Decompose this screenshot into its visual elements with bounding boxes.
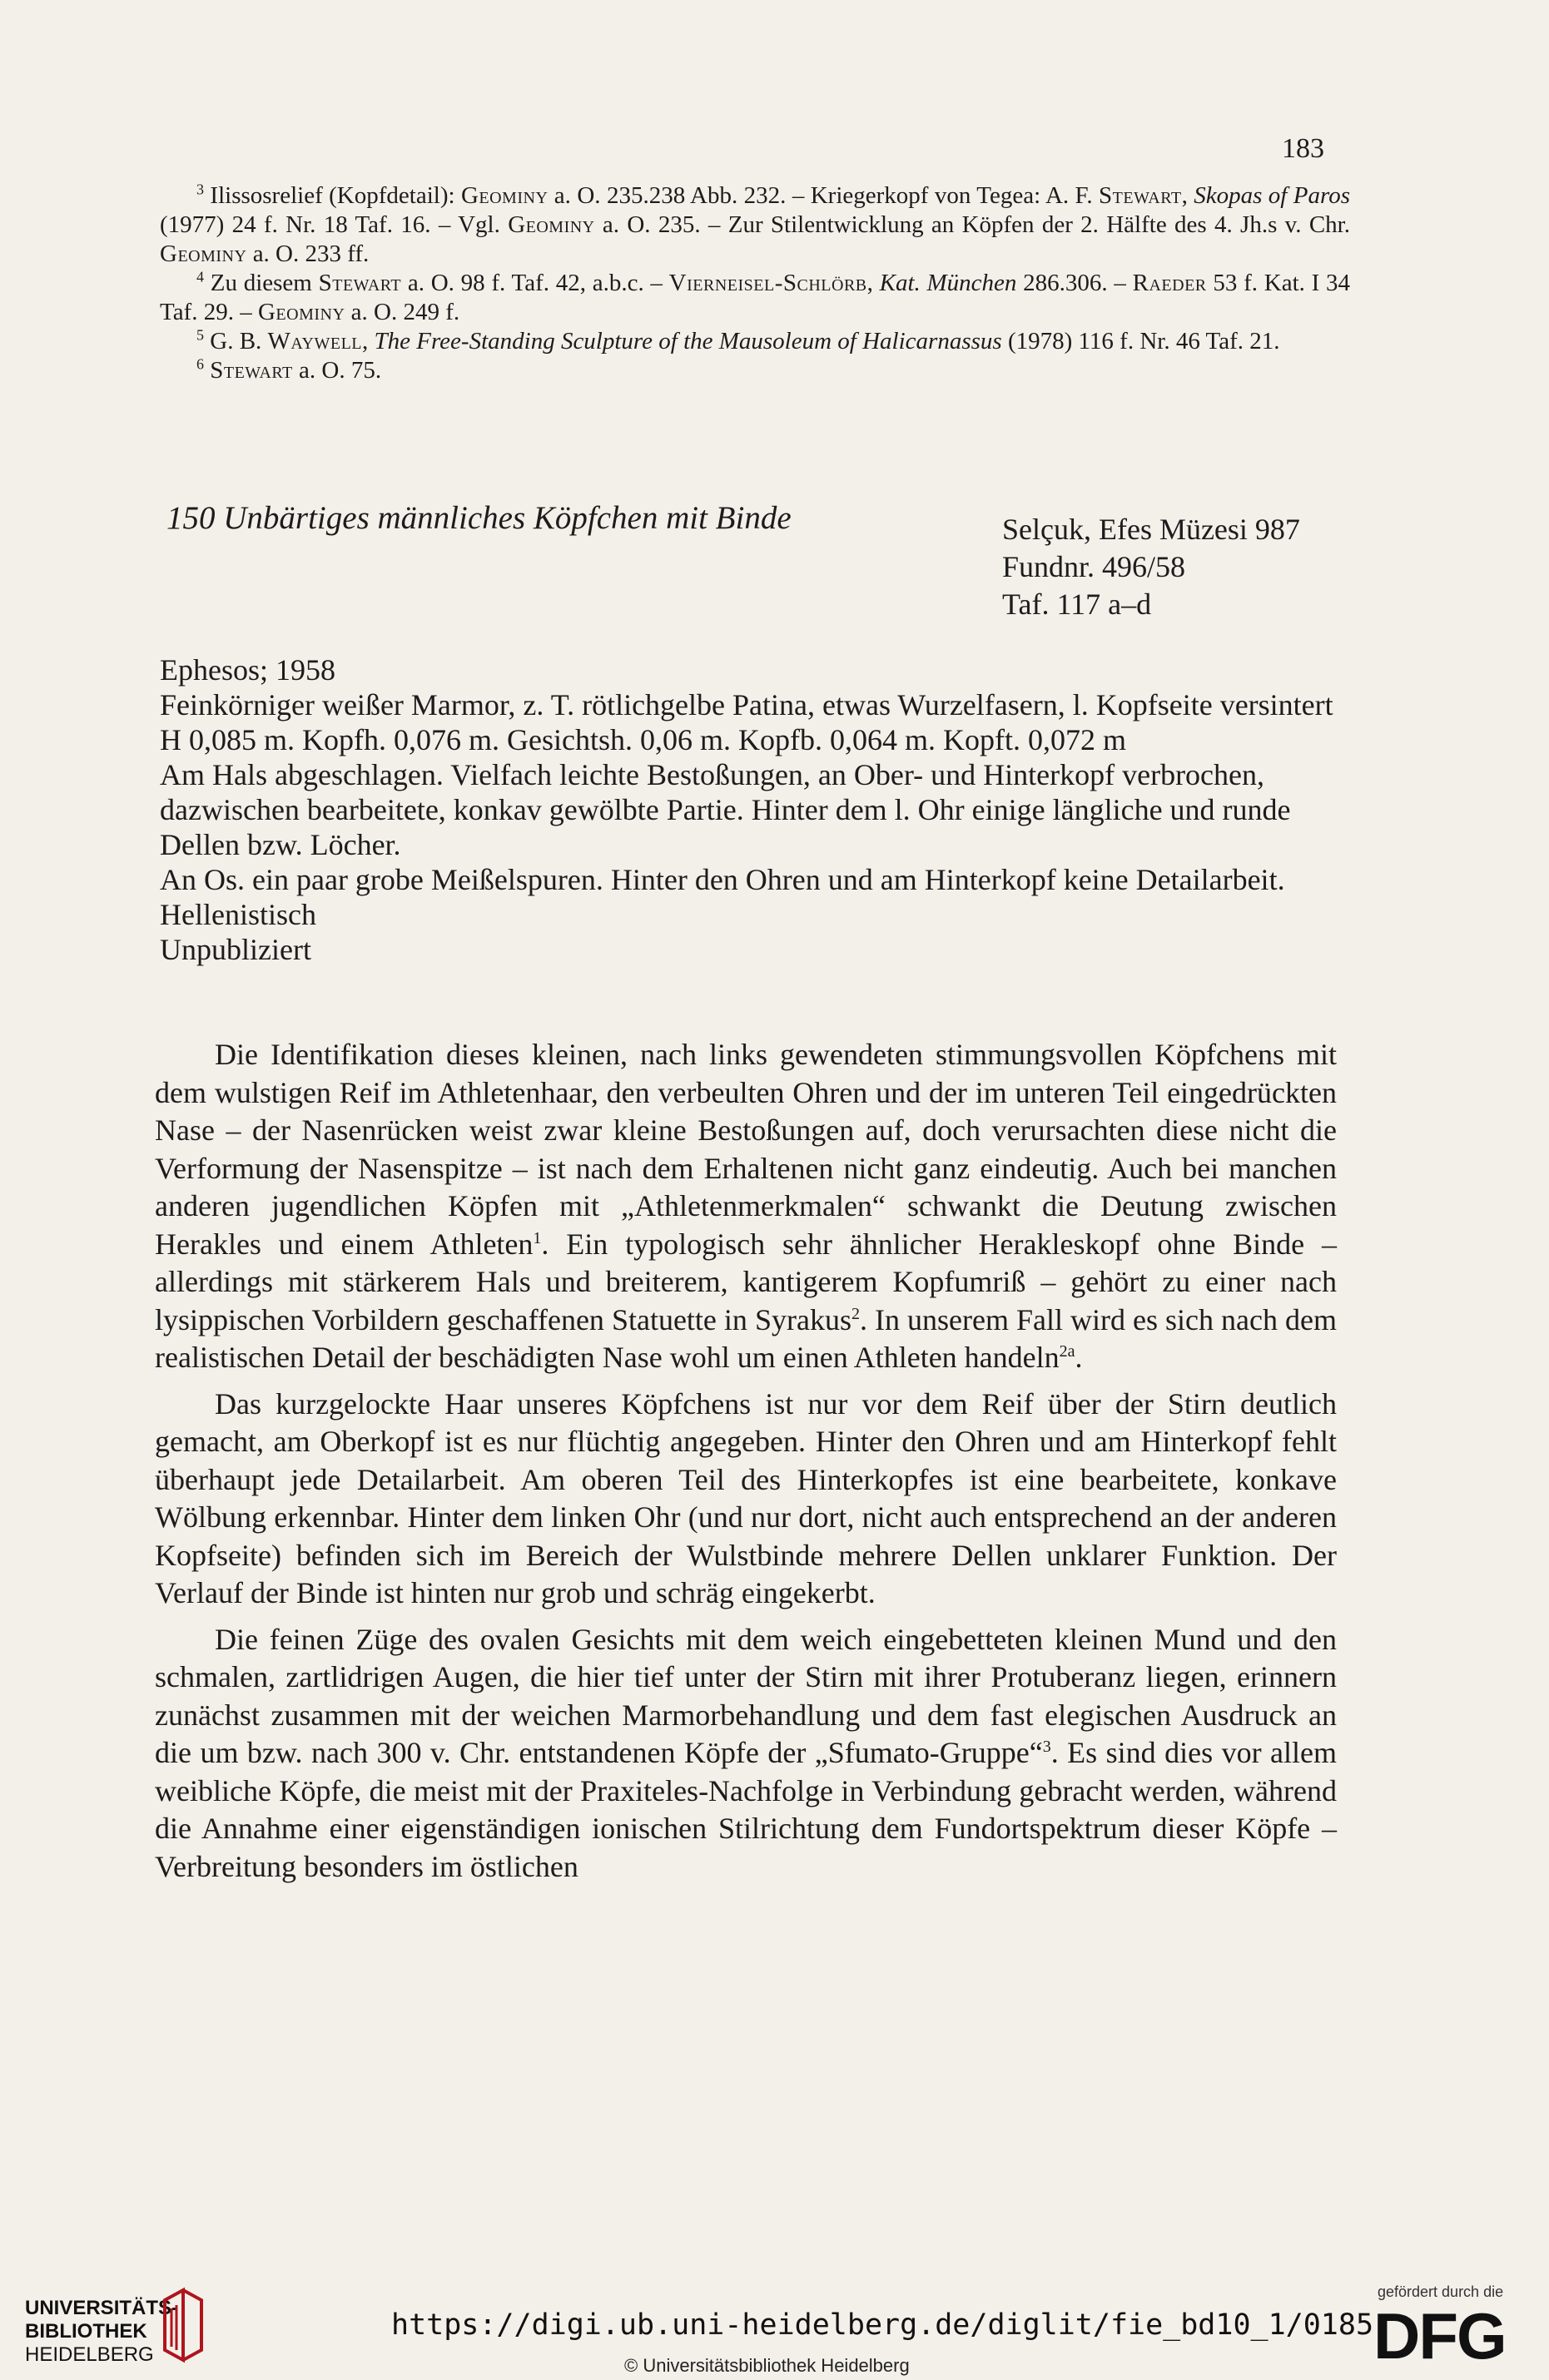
catalog-line: Am Hals abgeschlagen. Vielfach leichte Bestoßungen, an Ober- und Hinterkopf verbrochen, dazwischen bearbeitete, konkav gewölbte Partie. Hinter dem l. Ohr einige längliche und runde Dellen bzw. Löcher. (160, 758, 1291, 861)
footnote-segment: , (866, 270, 880, 296)
footnote-segment: (1978) 116 f. Nr. 46 Taf. 21. (1001, 328, 1280, 355)
footnote-segment: Geominy (460, 182, 549, 209)
funding-note: gefördert durch die (1378, 2283, 1504, 2300)
footnote-segment: , (362, 328, 375, 355)
footnote-segment: Geominy (508, 211, 595, 238)
footnote-reference[interactable]: 2a (1059, 1342, 1075, 1361)
catalog-header (160, 499, 1350, 621)
paragraph-text: Das kurzgelockte Haar unseres Köpfchens ist nur vor dem Reif über der Stirn deutlich gemacht, am Oberkopf ist es nur flüchtig angegeben. Hinter den Ohren und am Hinterkopf fehlt überhaupt jede Detailarbeit. Am oberen Teil des Hinterkopfes ist eine bearbeitete, konkave Wölbung erkennbar. Hinter dem linken Ohr (und nur dort, nicht auch entsprechend an der anderen Kopfseite) befinden sich im Bereich der Wulstbinde mehrere Dellen unklarer Funktion. Der Verlauf der Binde ist hinten nur grob und schräg eingekerbt. (155, 1386, 1337, 1609)
page-number: 183 (1282, 133, 1324, 164)
footnote-segment: Waywell (267, 328, 362, 355)
catalog-line: Unpubliziert (160, 933, 311, 966)
catalog-entry (160, 652, 1350, 967)
footnote-segment: Skopas of Paros (1194, 182, 1350, 209)
footer (0, 2255, 1549, 2380)
footnote-segment: Vierneisel-Schlörb (668, 270, 867, 296)
paragraph-text: . (1075, 1341, 1083, 1374)
footnote-number: 3 (196, 181, 204, 198)
footnote-segment: a. O. 233 ff. (246, 240, 370, 267)
footnote-segment: Zu diesem (210, 270, 319, 296)
footnote-segment: Geominy (257, 299, 345, 325)
catalog-line: H 0,085 m. Kopfh. 0,076 m. Gesichtsh. 0,06 m. Kopfb. 0,064 m. Kopft. 0,072 m (160, 723, 1126, 756)
footnote-reference[interactable]: 3 (1042, 1738, 1051, 1756)
paragraph-text: Die feinen Züge des ovalen Gesichts mit dem weich eingebetteten kleinen Mund und den schmalen, zartlidrigen Augen, die hier tief unter der Stirn mit ihrer Protuberanz liegen, erinnern zunächst zusammen mit der weichen Marmorbehandlung und dem fast elegischen Ausdruck an die um bzw. nach 300 v. Chr. entstandenen Köpfe der „Sfumato-Gruppe“ (155, 1622, 1337, 1769)
footnote-segment: The Free-Standing Sculpture of the Mausoleum of Halicarnassus (374, 328, 1002, 355)
footnote-number: 4 (196, 268, 204, 285)
footnote-segment: a. O. 235.238 Abb. 232. – Kriegerkopf von Tegea: A. F. (548, 182, 1100, 209)
catalog-line: An Os. ein paar grobe Meißelspuren. Hinter den Ohren und am Hinterkopf keine Detailarbeit. (160, 863, 1285, 896)
footnotes (160, 181, 1350, 385)
footnote-segment: a. O. 98 f. Taf. 42, a.b.c. – (401, 270, 669, 296)
footnote-segment: Raeder (1132, 270, 1207, 296)
footnote-reference[interactable]: 1 (533, 1228, 542, 1247)
footnote-segment: a. O. 249 f. (345, 299, 460, 325)
library-logo-text[interactable]: UNIVERSITÄTS- BIBLIOTHEK HEIDELBERG (25, 2297, 179, 2366)
footnote-segment: , (1181, 182, 1194, 209)
footnote-reference[interactable]: 2 (851, 1304, 860, 1323)
footnote-segment: Stewart (318, 270, 402, 296)
paragraph-text: . Es sind dies vor allem weibliche Köpfe, die meist mit der Praxiteles-Nachfolge in Verbindung gebracht werden, während die Annahme einer eigenständigen ionischen Stilrichtung dem Fundortspektrum dieser Köpfe – Verbreitung besonders im östlichen (155, 1736, 1337, 1883)
location-line: Fundnr. 496/58 (1002, 550, 1186, 583)
footnote-number: 5 (196, 326, 204, 344)
dfg-logo[interactable]: DFG (1373, 2299, 1506, 2373)
footnote (160, 327, 1350, 356)
body-text (155, 1036, 1337, 1894)
footnote-number: 6 (196, 355, 204, 373)
catalog-line: Hellenistisch (160, 898, 316, 931)
library-logo-icon (158, 2283, 208, 2367)
paragraph-text: . In unserem Fall wird es sich nach dem realistischen Detail der beschädigten Nase wohl um einen Athleten handeln (155, 1302, 1338, 1374)
catalog-location (1002, 511, 1300, 623)
footnote-segment: a. O. 75. (292, 357, 382, 384)
footnote (160, 356, 1350, 385)
footnote-segment: Kat. München (879, 270, 1017, 296)
footnote-segment: G. B. (210, 328, 268, 355)
location-line: Taf. 117 a–d (1002, 588, 1152, 621)
paragraph-text: . Ein typologisch sehr ähnlicher Herakleskopf ohne Binde – allerdings mit stärkerem Hals und breiterem, kantigerem Kopfumriß – gehört zu einer nach lysippischen Vorbildern geschaffenen Statuette in Syrakus (155, 1227, 1337, 1336)
catalog-title: 150 Unbärtiges männliches Köpfchen mit Binde (166, 500, 792, 536)
footnote-segment: 53 f. Kat. I 34 Taf. 29. – (160, 270, 1351, 325)
footnote-segment: (1977) 24 f. Nr. 18 Taf. 16. – Vgl. (160, 211, 509, 238)
footnote-segment: a. O. 235. – Zur Stilentwicklung an Köpfen der 2. Hälfte des 4. Jh.s v. Chr. (594, 211, 1350, 238)
footnote-segment: Stewart (210, 357, 293, 384)
body-paragraph (155, 1036, 1337, 1377)
body-paragraph (155, 1386, 1337, 1613)
page-url-link[interactable]: https://digi.ub.uni-heidelberg.de/diglit/fie_bd10_1/0185 (391, 2308, 1374, 2342)
footnote-segment: Ilissosrelief (Kopfdetail): (210, 182, 461, 209)
footnote (160, 181, 1350, 269)
catalog-line: Feinkörniger weißer Marmor, z. T. rötlichgelbe Patina, etwas Wurzelfasern, l. Kopfseite versintert (160, 688, 1333, 721)
footnote-segment: 286.306. – (1016, 270, 1133, 296)
body-paragraph (155, 1621, 1337, 1887)
copyright-text: © Universitätsbibliothek Heidelberg (624, 2355, 910, 2376)
footnote (160, 269, 1350, 327)
footnote-segment: Stewart (1099, 182, 1182, 209)
location-line: Selçuk, Efes Müzesi 987 (1002, 513, 1300, 546)
paragraph-text: Die Identifikation dieses kleinen, nach links gewendeten stimmungsvollen Köpfchens mit dem wulstigen Reif im Athletenhaar, den verbeulten Ohren und der im unteren Teil eingedrückten Nase – der Nasenrücken weist zwar kleine Bestoßungen auf, doch verursachten diese nicht die Verformung der Nasenspitze – ist nach dem Erhaltenen nicht ganz eindeutig. Auch bei manchen anderen jugendlichen Köpfen mit „Athletenmerkmalen“ schwankt die Deutung zwischen Herakles und einem Athleten (155, 1038, 1337, 1261)
footnote-segment: Geominy (160, 240, 247, 267)
catalog-line: Ephesos; 1958 (160, 653, 335, 687)
